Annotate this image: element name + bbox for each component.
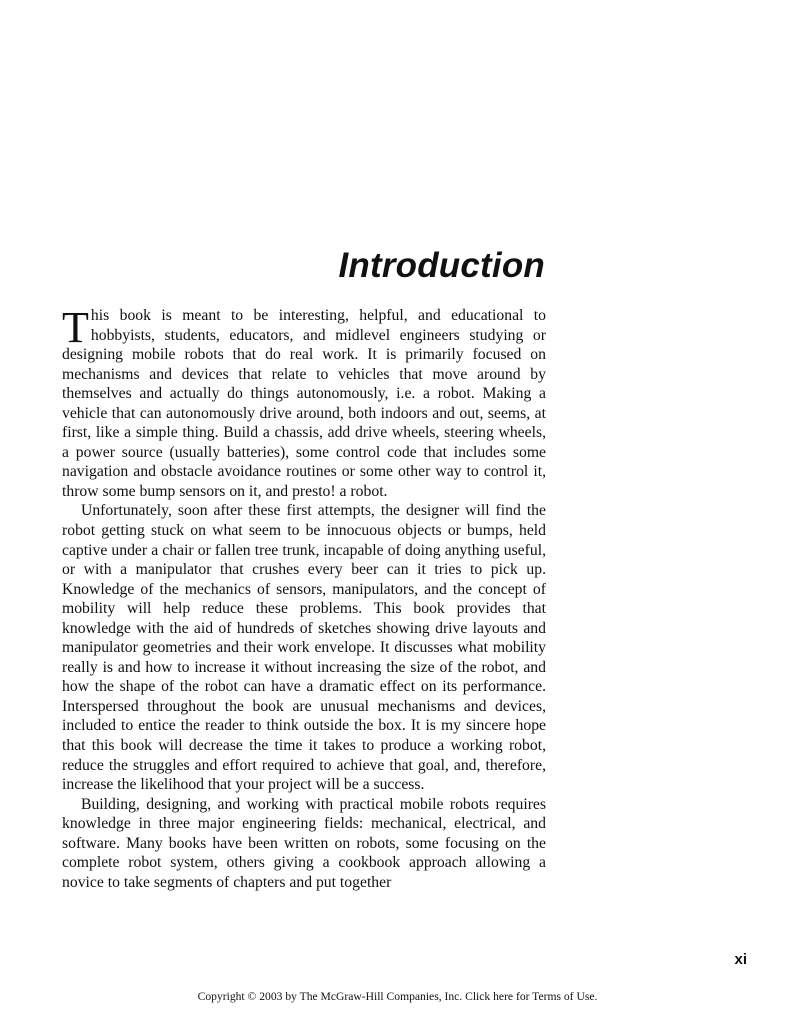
- paragraph-1: [62, 303, 546, 501]
- paragraph-1-text: his book is meant to be interesting, helpful, and educational to hobbyists, students, educators, and midlevel engineers studying or designing mobile robots that do real work. It is primarily focused on mechanisms and devices that relate to vehicles that move around by themselves and actually do things autonomously, i.e. a robot. Making a vehicle that can autonomously drive around, both indoors and out, seems, at first, like a simple thing. Build a chassis, add drive wheels, steering wheels, a power source (usually batteries), some control code that includes some navigation and obstacle avoidance routines or some other way to control it, throw some bump sensors on it, and presto! a robot.: [62, 307, 546, 500]
- body-text: [62, 303, 546, 892]
- page-number: xi: [734, 951, 747, 968]
- copyright-footer[interactable]: Copyright © 2003 by The McGraw-Hill Companies, Inc. Click here for Terms of Use.: [197, 990, 598, 1003]
- paragraph-3: Building, designing, and working with practical mobile robots requires knowledge in three major engineering fields: mechanical, electrical, and software. Many books have been written on robots, some focusing on the complete robot system, others giving a cookbook approach allowing a novice to take segments of chapters and put together: [62, 795, 546, 891]
- drop-cap: T: [62, 303, 89, 352]
- page-title: Introduction: [338, 246, 545, 285]
- paragraph-2: Unfortunately, soon after these first attempts, the designer will find the robot getting stuck on what seem to be innocuous objects or bumps, held captive under a chair or fallen tree trunk, incapable of doing anything useful, or with a manipulator that crushes every beer can it tries to pick up. Knowledge of the mechanics of sensors, manipulators, and the concept of mobility will help reduce these problems. This book provides that knowledge with the aid of hundreds of sketches showing drive layouts and manipulator geometries and their work envelope. It discusses what mobility really is and how to increase it without increasing the size of the robot, and how the shape of the robot can have a dramatic effect on its performance. Interspersed throughout the book are unusual mechanisms and devices, included to entice the reader to think outside the box. It is my sincere hope that this book will decrease the time it takes to produce a working robot, reduce the struggles and effort required to achieve that goal, and, therefore, increase the likelihood that your project will be a success.: [62, 502, 546, 794]
